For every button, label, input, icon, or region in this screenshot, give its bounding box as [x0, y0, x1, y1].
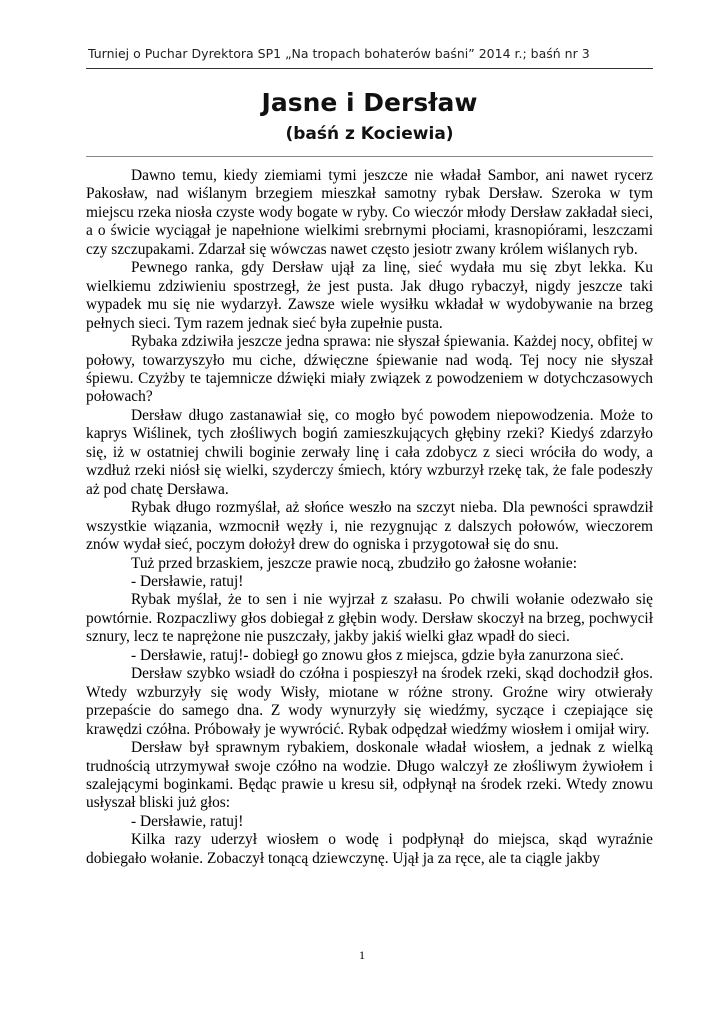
paragraph: Dersław długo zastanawiał się, co mogło być powodem niepowodzenia. Może to kaprys Wiślinek, tych złośliwych bogiń zamieszkujących głębiny rzeki? Kiedyś zdarzyło się, iż w ostatniej chwili boginie zerwały linę i cała zdobycz z sieci wróciła do wody, a wzdłuż rzeki niósł się wielki, szyderczy śmiech, który wzburzył rzekę tak, że fale podeszły aż pod chatę Dersława. [86, 406, 653, 498]
paragraph: Kilka razy uderzył wiosłem o wodę i podpłynął do miejsca, skąd wyraźnie dobiegało wołanie. Zobaczył tonącą dziewczynę. Ujął ja za ręce, ale ta ciągle jakby [86, 831, 653, 867]
dialogue-line: - Dersławie, ratuj! [131, 812, 244, 830]
paragraph: Rybaka zdziwiła jeszcze jedna sprawa: nie słyszał śpiewania. Każdej nocy, obfitej w połowy, towarzyszyło mu ciche, dźwięczne śpiewanie nad wodą. Tej nocy nie słyszał śpiewu. Czyżby te tajemnicze dźwięki miały związek z powodzeniem w dotychczasowych połowach? [86, 333, 653, 406]
paragraph: Rybak długo rozmyślał, aż słońce weszło na szczyt nieba. Dla pewności sprawdził wszystkie wiązania, wzmocnił węzły i, nie rezygnując z dalszych połowów, wieczorem znów wydał sieć, poczym dołożył drew do ogniska i przygotował się do snu. [86, 499, 653, 554]
paragraph: Dersław był sprawnym rybakiem, doskonale władał wiosłem, a jednak z wielką trudnością utrzymywał swoje czółno na wodzie. Długo walczył ze złośliwym żywiołem i szalejącymi boginkami. Będąc prawie u kresu sił, odpłynął na środek rzeki. Wtedy znowu usłyszał bliski już głos: [86, 739, 653, 812]
dialogue-line: - Dersławie, ratuj!- dobiegł go znowu głos z miejsca, gdzie była zanurzona sieć. [131, 646, 624, 664]
story-title: Jasne i Dersław [261, 88, 478, 117]
title-divider [86, 156, 653, 157]
paragraph: Dersław szybko wsiadł do czółna i pospieszył na środek rzeki, skąd dochodził głos. Wtedy wzburzyły się wody Wisły, miotane w różne strony. Groźne wiry otwierały przepaście do samego dna. Z wody wynurzyły się wiedźmy, syczące i czepiające się krawędzi czółna. Próbowały je wywrócić. Rybak odpędzał wiedźmy wiosłem i omijał wiry. [86, 665, 653, 738]
story-subtitle: (baśń z Kociewia) [285, 124, 454, 144]
paragraph: Dawno temu, kiedy ziemiami tymi jeszcze nie władał Sambor, ani nawet rycerz Pakosław, nad wiślanym brzegiem mieszkał samotny rybak Dersław. Szeroka w tym miejscu rzeka niosła czyste wody bogate w ryby. Co wieczór młody Dersław zakładał sieci, a o świcie wyciągał je napełnione wielkimi srebrnymi płociami, krasnopiórami, leszczami czy szczupakami. Zdarzał się wówczas nawet często jesiotr zwany królem wiślanych ryb. [86, 167, 653, 258]
dialogue-line: - Dersławie, ratuj! [131, 572, 244, 590]
header-divider [86, 68, 653, 69]
paragraph: Tuż przed brzaskiem, jeszcze prawie nocą, zbudziło go żałosne wołanie: [131, 554, 578, 572]
paragraph: Rybak myślał, że to sen i nie wyjrzał z szałasu. Po chwili wołanie odezwało się powtórnie. Rozpaczliwy głos dobiegał z głębin wody. Dersław skoczył na brzeg, pochwycił sznury, lecz te naprężone nie puszczały, jakby jakiś wielki głaz wpadł do sieci. [86, 591, 653, 646]
running-header: Turniej o Puchar Dyrektora SP1 „Na tropach bohaterów baśni” 2014 r.; baśń nr 3 [88, 46, 590, 61]
paragraph: Pewnego ranka, gdy Dersław ujął za linę, sieć wydała mu się zbyt lekka. Ku wielkiemu zdziwieniu spostrzegł, że jest pusta. Jak długo rybaczył, nigdy jeszcze taki wypadek mu się nie wydarzył. Zawsze wiele wysiłku wkładał w wydobywanie na brzeg pełnych sieci. Tym razem jednak sieć była zupełnie pusta. [86, 259, 653, 332]
page-number: 1 [359, 948, 365, 962]
story-body [86, 167, 653, 868]
